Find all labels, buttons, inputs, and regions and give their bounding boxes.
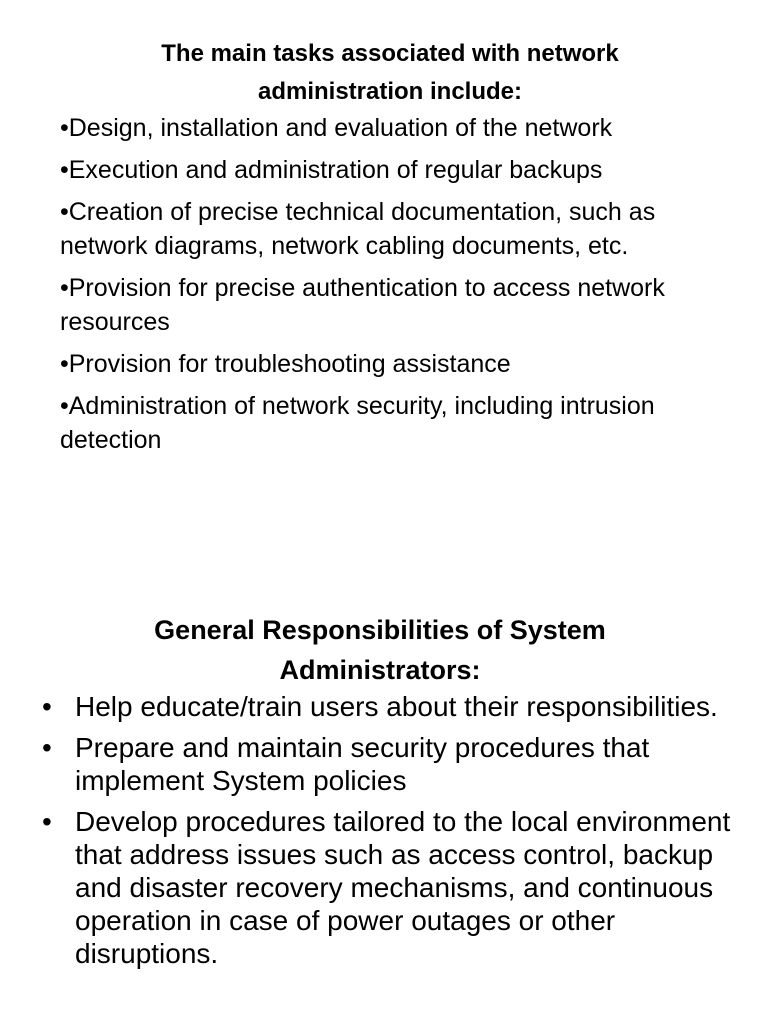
bullet-icon: •: [42, 806, 52, 837]
list-item: •Administration of network security, including intrusion detection: [60, 392, 655, 454]
list-item: •Execution and administration of regular backups: [60, 156, 603, 184]
sysadmin-responsibilities-section: [40, 610, 740, 978]
heading-line: The main tasks associated with network: [161, 40, 619, 67]
list-item: •Design, installation and evaluation of the network: [60, 114, 613, 142]
list-item: •Provision for troubleshooting assistance: [60, 350, 511, 378]
network-admin-tasks-section: [60, 35, 740, 465]
list-item: [40, 805, 740, 970]
heading-line: General Responsibilities of System: [154, 615, 606, 645]
sysadmin-responsibilities-heading: [40, 610, 740, 690]
sysadmin-responsibilities-list: [40, 690, 740, 970]
heading-line: administration include:: [257, 78, 523, 105]
bullet-icon: •: [42, 732, 52, 763]
list-item: [40, 731, 740, 797]
list-item-text: Prepare and maintain security procedures that implement System policies: [75, 732, 650, 796]
list-item-text: Develop procedures tailored to the local environment that address issues such as access control, backup and disaster recovery mechanisms, and continuous operation in case of power outages or other disruptions.: [75, 806, 731, 969]
list-item: •Creation of precise technical documentation, such as network diagrams, network cabling documents, etc.: [60, 198, 656, 260]
heading-line: Administrators:: [279, 655, 481, 685]
network-admin-tasks-heading: [60, 35, 740, 111]
network-admin-tasks-list: [60, 111, 740, 457]
bullet-icon: •: [42, 691, 52, 722]
list-item: •Provision for precise authentication to access network resources: [60, 274, 665, 336]
list-item: [40, 690, 740, 723]
list-item-text: Help educate/train users about their responsibilities.: [75, 691, 718, 722]
